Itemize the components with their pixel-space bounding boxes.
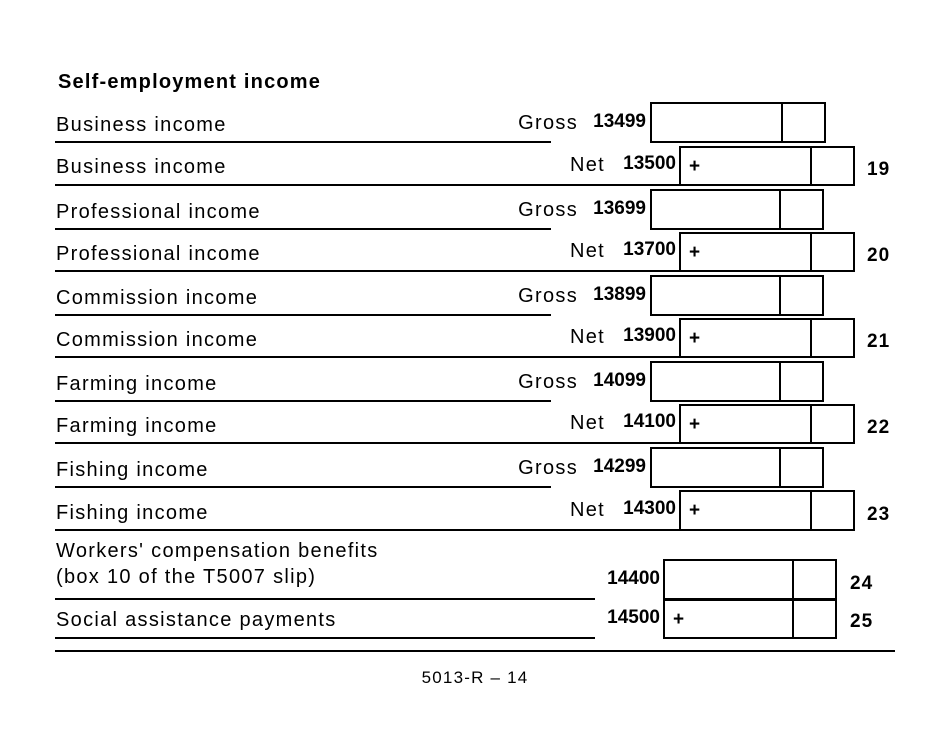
amount-field[interactable] [650, 102, 826, 143]
row-kind: Gross [518, 457, 578, 479]
cents-divider [781, 104, 783, 141]
row-kind: Gross [518, 112, 578, 134]
row-code: 13500 [623, 153, 676, 174]
row-label: Farming income [56, 373, 218, 395]
bottom-rule [55, 650, 895, 652]
row-label: Social assistance payments [56, 609, 337, 631]
row-underline [55, 314, 551, 316]
row-kind: Net [569, 412, 605, 434]
row-code: 13499 [593, 111, 646, 132]
row-code: 14099 [593, 370, 646, 391]
row-code: 13899 [593, 284, 646, 305]
row-kind: Net [569, 154, 605, 176]
row-underline [55, 141, 551, 143]
income-row-commission-net [0, 318, 950, 360]
plus-sign: + [689, 500, 701, 521]
row-label-line1: Workers' compensation benefits [56, 540, 379, 562]
income-row-professional-net [0, 232, 950, 274]
income-row-farming-net [0, 404, 950, 446]
row-code: 13900 [623, 325, 676, 346]
row-underline [55, 228, 551, 230]
row-label: Commission income [56, 329, 259, 351]
income-row-farming-gross [0, 361, 950, 403]
row-label: Professional income [56, 243, 261, 265]
row-underline [55, 270, 681, 272]
line-number: 24 [850, 573, 874, 594]
row-kind: Net [569, 326, 605, 348]
row-kind: Net [569, 240, 605, 262]
row-underline [55, 356, 681, 358]
plus-sign: + [689, 242, 701, 263]
cents-divider [779, 277, 781, 314]
amount-field[interactable] [663, 559, 837, 600]
income-row-fishing-gross [0, 447, 950, 489]
row-code: 14300 [623, 498, 676, 519]
cents-divider [792, 561, 794, 598]
amount-field[interactable] [679, 318, 855, 358]
line-number: 19 [867, 159, 891, 180]
income-row-business-gross [0, 102, 950, 144]
amount-field[interactable] [650, 275, 824, 316]
row-kind: Net [569, 499, 605, 521]
row-code: 14100 [623, 411, 676, 432]
row-code: 13700 [623, 239, 676, 260]
page-footer: 5013-R – 14 [421, 668, 529, 687]
line-number: 22 [867, 417, 891, 438]
row-kind: Gross [518, 285, 578, 307]
cents-divider [792, 601, 794, 637]
line-number: 21 [867, 331, 891, 352]
plus-sign: + [689, 156, 701, 177]
cents-divider [810, 148, 812, 184]
row-code: 14400 [607, 568, 660, 589]
row-underline [55, 529, 681, 531]
plus-sign: + [689, 414, 701, 435]
plus-sign: + [689, 328, 701, 349]
amount-field[interactable] [679, 232, 855, 272]
row-underline [55, 184, 681, 186]
income-row-professional-gross [0, 189, 950, 231]
amount-field[interactable] [679, 146, 855, 186]
amount-field[interactable] [650, 189, 824, 230]
cents-divider [810, 492, 812, 529]
row-code: 14500 [607, 607, 660, 628]
amount-field[interactable] [650, 447, 824, 488]
plus-sign: + [673, 609, 685, 630]
row-label: Commission income [56, 287, 259, 309]
row-label: Professional income [56, 201, 261, 223]
row-underline [55, 400, 551, 402]
row-kind: Gross [518, 199, 578, 221]
row-code: 14299 [593, 456, 646, 477]
line-number: 20 [867, 245, 891, 266]
row-label: Farming income [56, 415, 218, 437]
cents-divider [810, 234, 812, 270]
row-kind: Gross [518, 371, 578, 393]
row-label-line2: (box 10 of the T5007 slip) [56, 566, 317, 588]
amount-field[interactable] [679, 404, 855, 444]
amount-field[interactable] [663, 599, 837, 639]
income-row-commission-gross [0, 275, 950, 317]
row-label: Fishing income [56, 502, 209, 524]
income-row-workers-compensation [0, 538, 950, 600]
cents-divider [810, 320, 812, 356]
cents-divider [779, 363, 781, 400]
amount-field[interactable] [650, 361, 824, 402]
row-label: Business income [56, 156, 227, 178]
row-label: Business income [56, 114, 227, 136]
income-row-business-net [0, 146, 950, 188]
row-underline [55, 637, 595, 639]
section-title: Self-employment income [58, 71, 322, 93]
row-code: 13699 [593, 198, 646, 219]
cents-divider [779, 449, 781, 486]
cents-divider [810, 406, 812, 442]
row-underline [55, 486, 551, 488]
line-number: 23 [867, 504, 891, 525]
row-underline [55, 442, 681, 444]
income-row-social-assistance [0, 599, 950, 641]
row-label: Fishing income [56, 459, 209, 481]
amount-field[interactable] [679, 490, 855, 531]
line-number: 25 [850, 611, 874, 632]
cents-divider [779, 191, 781, 228]
income-row-fishing-net [0, 490, 950, 532]
